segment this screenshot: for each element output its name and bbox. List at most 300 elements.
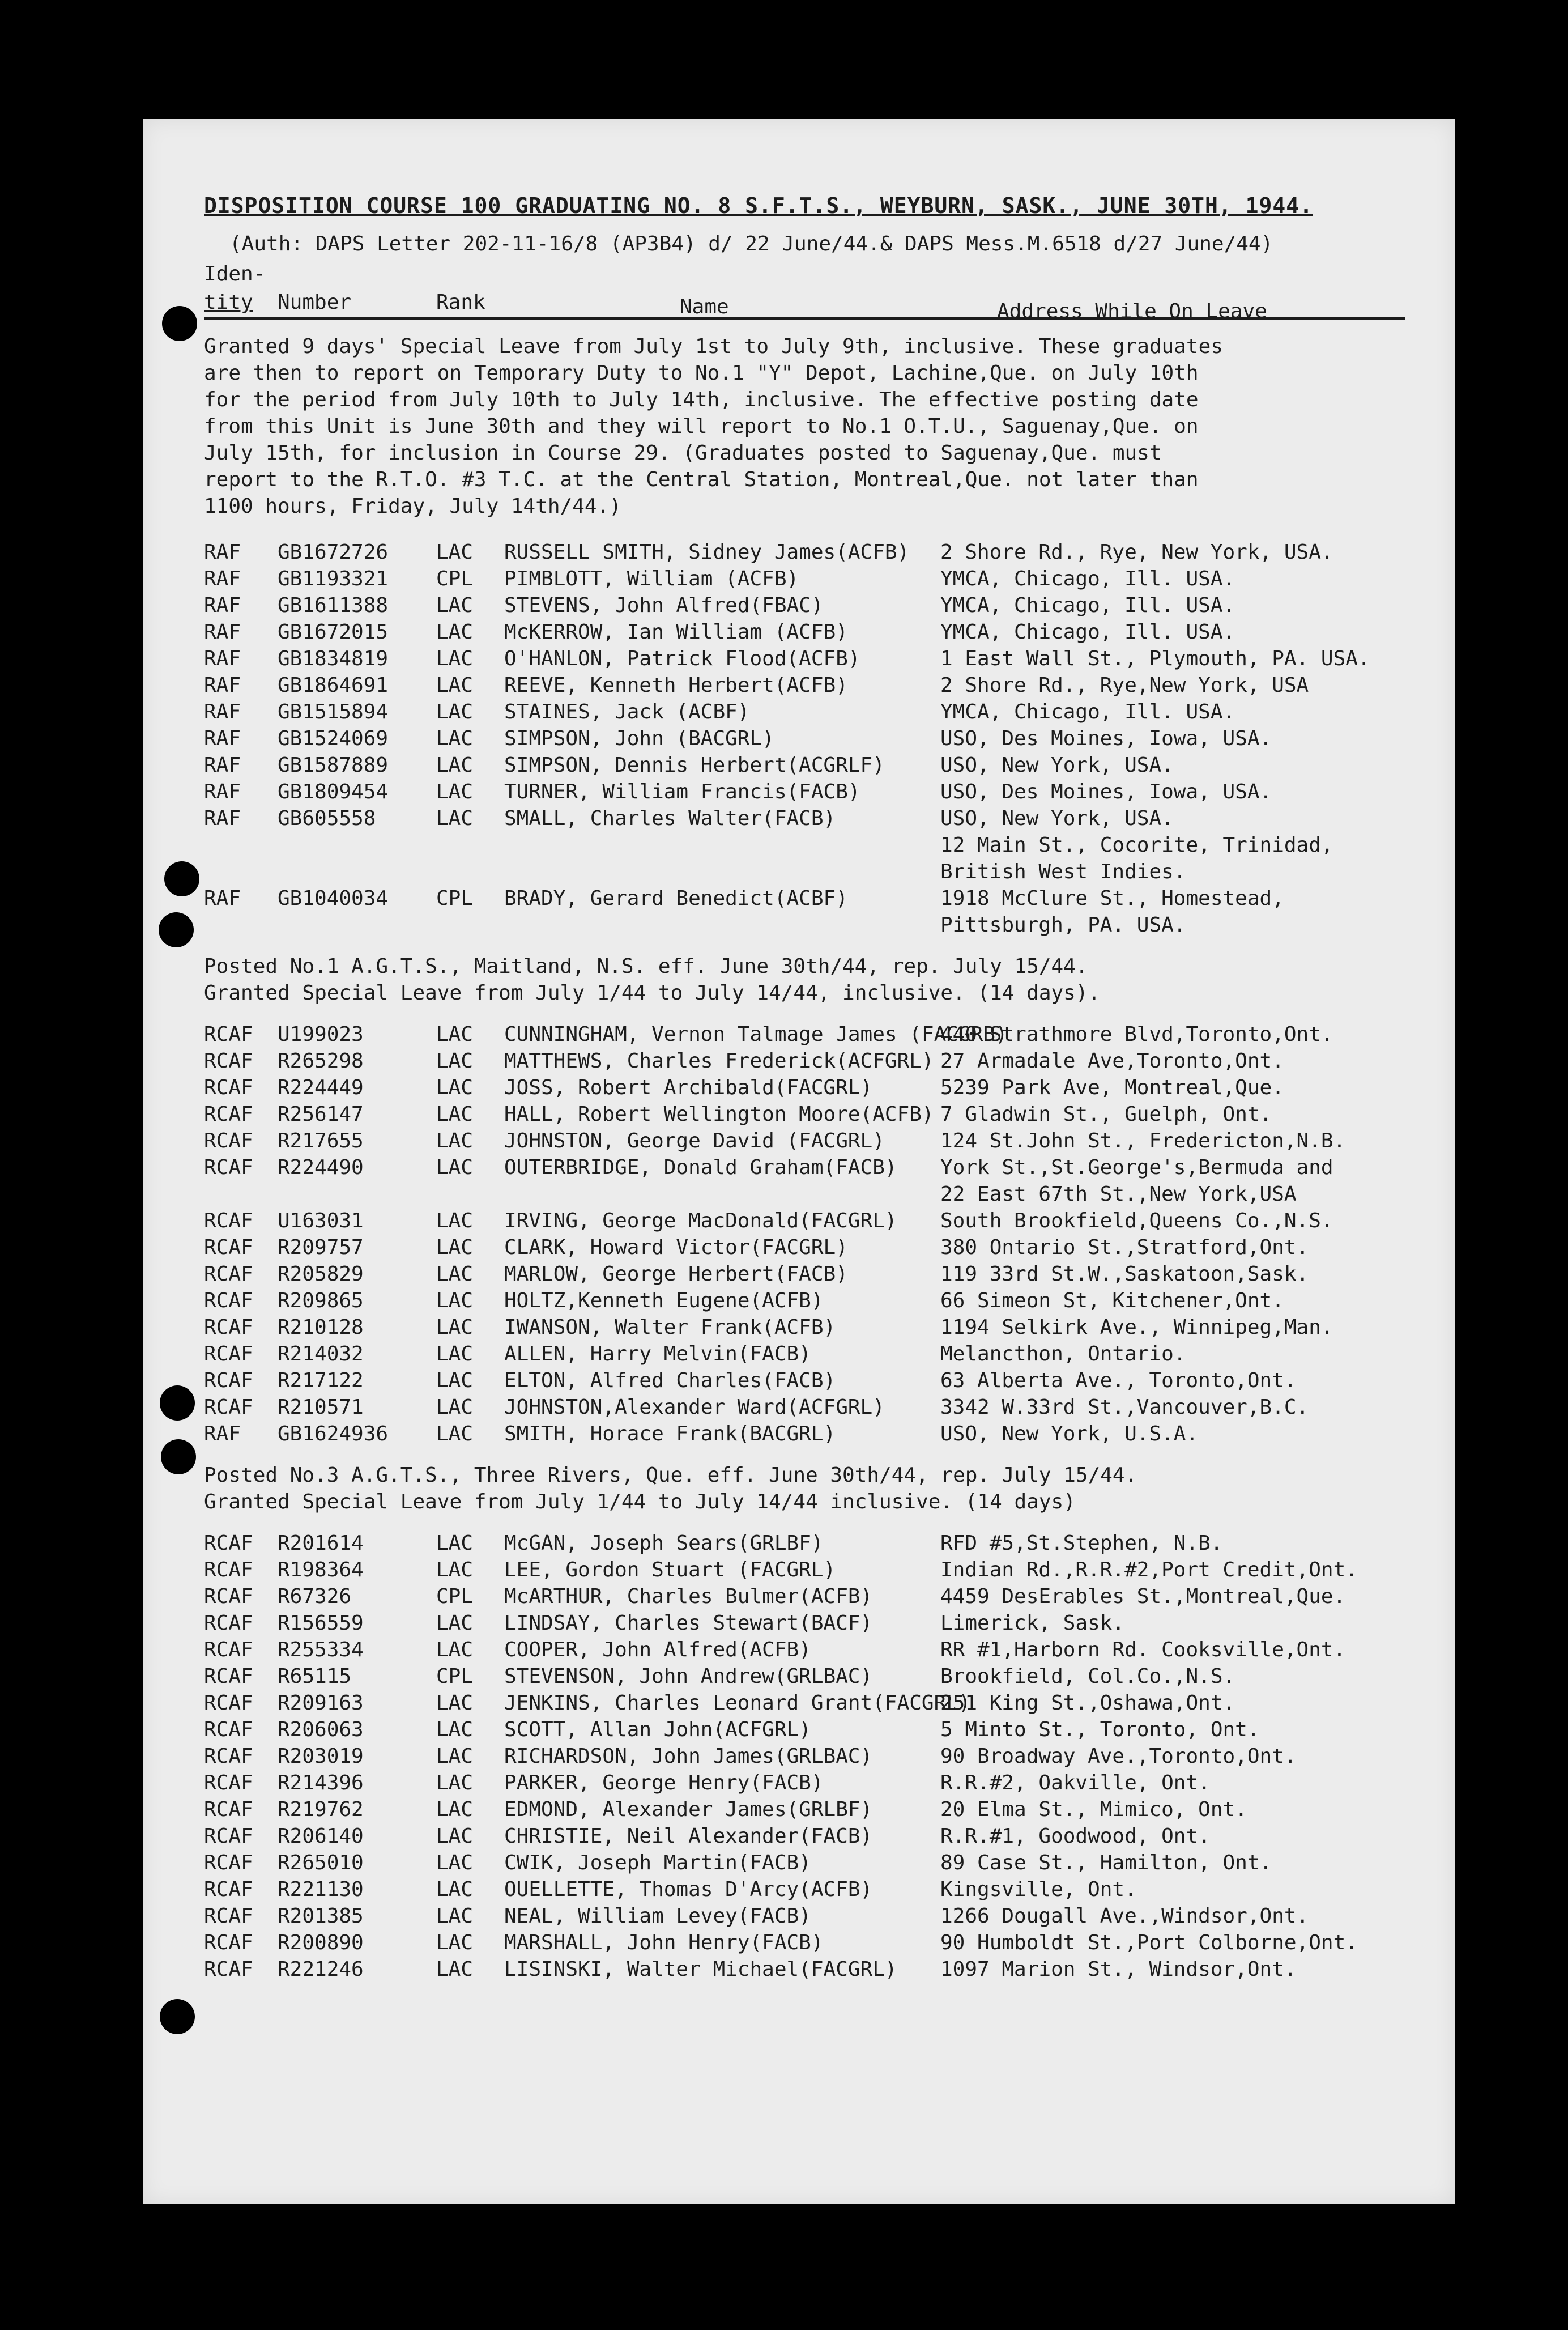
sections-container: [204, 333, 1405, 1983]
personnel-row: [204, 1421, 1405, 1447]
row-name: MATTHEWS, Charles Frederick(ACFGRL): [504, 1049, 934, 1073]
row-address: 1097 Marion St., Windsor,Ont.: [940, 1958, 1297, 1981]
row-name: COOPER, John Alfred(ACFB): [504, 1638, 811, 1661]
row-address: Limerick, Sask.: [940, 1612, 1125, 1635]
row-address: 119 33rd St.W.,Saskatoon,Sask.: [940, 1262, 1309, 1286]
row-rank: LAC: [436, 700, 474, 724]
row-address: 3342 W.33rd St.,Vancouver,B.C.: [940, 1396, 1309, 1419]
row-address: 380 Ontario St.,Stratford,Ont.: [940, 1236, 1309, 1259]
personnel-row: [204, 1876, 1405, 1903]
personnel-row: [204, 1207, 1405, 1234]
row-rank: LAC: [436, 1342, 474, 1366]
row-rank: LAC: [436, 1236, 474, 1259]
row-service: RAF: [204, 700, 241, 724]
row-name: MARLOW, George Herbert(FACB): [504, 1262, 848, 1286]
notice-line: July 15th, for inclusion in Course 29. (Graduates posted to Saguenay,Que. must: [204, 441, 1162, 465]
row-service-number: R198364: [278, 1558, 364, 1581]
row-service-number: R210571: [278, 1396, 364, 1419]
row-rank: LAC: [436, 1369, 474, 1392]
row-name: IRVING, George MacDonald(FACGRL): [504, 1209, 897, 1232]
row-address: York St.,St.George's,Bermuda and: [940, 1156, 1333, 1179]
personnel-row: [204, 1048, 1405, 1074]
personnel-row: [204, 1021, 1405, 1048]
row-address: 5239 Park Ave, Montreal,Que.: [940, 1076, 1284, 1099]
row-service: RCAF: [204, 1262, 253, 1286]
personnel-row: [204, 619, 1405, 645]
row-address: Indian Rd.,R.R.#2,Port Credit,Ont.: [940, 1558, 1358, 1581]
notice-line: for the period from July 10th to July 14th, inclusive. The effective posting date: [204, 388, 1199, 411]
row-service-number: R206140: [278, 1825, 364, 1848]
row-service-number: R209865: [278, 1289, 364, 1312]
row-name: SIMPSON, Dennis Herbert(ACGRLF): [504, 754, 885, 777]
personnel-row: [204, 1663, 1405, 1690]
row-service-number: GB1193321: [278, 567, 389, 590]
row-address: 124 St.John St., Fredericton,N.B.: [940, 1129, 1346, 1153]
row-service: RCAF: [204, 1129, 253, 1153]
row-address-line2: 22 East 67th St.,New York,USA: [940, 1183, 1297, 1206]
personnel-list: [204, 1530, 1405, 1983]
row-service: RAF: [204, 1422, 241, 1445]
authority-line: (Auth: DAPS Letter 202-11-16/8 (AP3B4) d/ 22 June/44.& DAPS Mess.M.6518 d/27 June/44): [229, 232, 1273, 256]
row-rank: LAC: [436, 1931, 474, 1954]
row-rank: LAC: [436, 1904, 474, 1928]
row-service-number: R206063: [278, 1718, 364, 1741]
row-address: RFD #5,St.Stephen, N.B.: [940, 1532, 1223, 1555]
row-service: RAF: [204, 594, 241, 617]
personnel-row: [204, 1234, 1405, 1261]
personnel-row: [204, 1610, 1405, 1636]
row-rank: LAC: [436, 1209, 474, 1232]
row-address: USO, Des Moines, Iowa, USA.: [940, 780, 1272, 803]
personnel-row: [204, 1154, 1405, 1207]
row-service-number: GB1515894: [278, 700, 389, 724]
column-identity-line1: Iden-: [204, 262, 266, 286]
personnel-row: [204, 566, 1405, 592]
row-name: HALL, Robert Wellington Moore(ACFB): [504, 1103, 934, 1126]
personnel-row: [204, 1929, 1405, 1956]
row-service: RAF: [204, 887, 241, 910]
row-address-line2: British West Indies.: [940, 860, 1186, 883]
row-name: SMITH, Horace Frank(BACGRL): [504, 1422, 836, 1445]
row-service-number: GB1672015: [278, 620, 389, 644]
row-service-number: GB1524069: [278, 727, 389, 750]
personnel-row: [204, 1636, 1405, 1663]
row-rank: LAC: [436, 1076, 474, 1099]
row-name: PIMBLOTT, William (ACFB): [504, 567, 799, 590]
row-rank: LAC: [436, 1532, 474, 1555]
row-name: O'HANLON, Patrick Flood(ACFB): [504, 647, 860, 670]
document-title: DISPOSITION COURSE 100 GRADUATING NO. 8 S.F.T.S., WEYBURN, SASK., JUNE 30TH, 1944.: [204, 193, 1313, 218]
row-name: CUNNINGHAM, Vernon Talmage James (FACGRB): [504, 1023, 1008, 1046]
row-name: IWANSON, Walter Frank(ACFB): [504, 1316, 836, 1339]
row-service: RCAF: [204, 1049, 253, 1073]
row-rank: LAC: [436, 674, 474, 697]
personnel-row: [204, 1394, 1405, 1421]
row-name: OUTERBRIDGE, Donald Graham(FACB): [504, 1156, 897, 1179]
row-service-number: GB1809454: [278, 780, 389, 803]
document-page: [143, 119, 1455, 2204]
row-rank: LAC: [436, 1851, 474, 1874]
personnel-row: [204, 725, 1405, 752]
row-name: JENKINS, Charles Leonard Grant(FACGRL): [504, 1691, 971, 1715]
notice-line: are then to report on Temporary Duty to No.1 "Y" Depot, Lachine,Que. on July 10th: [204, 362, 1199, 385]
row-address: YMCA, Chicago, Ill. USA.: [940, 594, 1235, 617]
row-address: 89 Case St., Hamilton, Ont.: [940, 1851, 1272, 1874]
row-service-number: R156559: [278, 1612, 364, 1635]
row-rank: LAC: [436, 1691, 474, 1715]
row-service: RCAF: [204, 1771, 253, 1795]
column-header: [204, 261, 1405, 323]
personnel-row: [204, 1716, 1405, 1743]
column-identity-line2: tity: [204, 291, 253, 314]
row-name: McARTHUR, Charles Bulmer(ACFB): [504, 1585, 873, 1608]
row-name: STEVENSON, John Andrew(GRLBAC): [504, 1665, 873, 1688]
row-service: RAF: [204, 807, 241, 830]
row-rank: LAC: [436, 754, 474, 777]
row-service: RCAF: [204, 1558, 253, 1581]
row-name: OUELLETTE, Thomas D'Arcy(ACFB): [504, 1878, 873, 1901]
personnel-row: [204, 1849, 1405, 1876]
row-service-number: GB1672726: [278, 541, 389, 564]
row-name: SMALL, Charles Walter(FACB): [504, 807, 836, 830]
personnel-list: [204, 1021, 1405, 1447]
personnel-row: [204, 539, 1405, 566]
row-name: PARKER, George Henry(FACB): [504, 1771, 824, 1795]
row-service: RCAF: [204, 1103, 253, 1126]
row-rank: CPL: [436, 1665, 474, 1688]
row-name: LEE, Gordon Stuart (FACGRL): [504, 1558, 836, 1581]
row-name: TURNER, William Francis(FACB): [504, 780, 860, 803]
row-name: CWIK, Joseph Martin(FACB): [504, 1851, 811, 1874]
punch-hole: [162, 306, 197, 341]
personnel-row: [204, 592, 1405, 619]
row-address: 7 Gladwin St., Guelph, Ont.: [940, 1103, 1272, 1126]
row-address: 1194 Selkirk Ave., Winnipeg,Man.: [940, 1316, 1333, 1339]
row-address: USO, New York, USA.: [940, 807, 1174, 830]
row-rank: CPL: [436, 567, 474, 590]
personnel-row: [204, 672, 1405, 699]
personnel-row: [204, 832, 1405, 885]
row-service: RCAF: [204, 1156, 253, 1179]
row-address: R.R.#2, Oakville, Ont.: [940, 1771, 1211, 1795]
row-name: CHRISTIE, Neil Alexander(FACB): [504, 1825, 873, 1848]
row-name: LISINSKI, Walter Michael(FACGRL): [504, 1958, 897, 1981]
row-address-line2: Pittsburgh, PA. USA.: [940, 913, 1186, 937]
row-rank: CPL: [436, 887, 474, 910]
row-service-number: R201385: [278, 1904, 364, 1928]
row-name: REEVE, Kenneth Herbert(ACFB): [504, 674, 848, 697]
row-service-number: R209163: [278, 1691, 364, 1715]
row-service-number: R221130: [278, 1878, 364, 1901]
row-service-number: GB1834819: [278, 647, 389, 670]
personnel-row: [204, 805, 1405, 832]
personnel-row: [204, 885, 1405, 938]
row-name: JOHNSTON,Alexander Ward(ACFGRL): [504, 1396, 885, 1419]
personnel-row: [204, 1261, 1405, 1287]
row-rank: LAC: [436, 780, 474, 803]
row-rank: LAC: [436, 1049, 474, 1073]
personnel-row: [204, 1770, 1405, 1796]
row-address: USO, New York, USA.: [940, 754, 1174, 777]
row-rank: LAC: [436, 1771, 474, 1795]
row-rank: LAC: [436, 1129, 474, 1153]
row-rank: LAC: [436, 1612, 474, 1635]
row-address: 63 Alberta Ave., Toronto,Ont.: [940, 1369, 1297, 1392]
column-rank: Rank: [436, 291, 485, 314]
row-service-number: R214396: [278, 1771, 364, 1795]
row-address: 2 Shore Rd., Rye,New York, USA: [940, 674, 1309, 697]
row-name: HOLTZ,Kenneth Eugene(ACFB): [504, 1289, 824, 1312]
row-service: RCAF: [204, 1396, 253, 1419]
row-service-number: GB1587889: [278, 754, 389, 777]
personnel-row: [204, 1557, 1405, 1583]
row-rank: LAC: [436, 1156, 474, 1179]
row-rank: LAC: [436, 1289, 474, 1312]
row-service: RCAF: [204, 1316, 253, 1339]
row-service-number: GB605558: [278, 807, 376, 830]
row-service: RCAF: [204, 1585, 253, 1608]
row-rank: LAC: [436, 1396, 474, 1419]
row-service: RAF: [204, 674, 241, 697]
punch-hole: [160, 1999, 195, 2034]
row-service-number: R67326: [278, 1585, 352, 1608]
row-name: RUSSELL SMITH, Sidney James(ACFB): [504, 541, 910, 564]
row-rank: LAC: [436, 1422, 474, 1445]
notice-line: report to the R.T.O. #3 T.C. at the Central Station, Montreal,Que. not later than: [204, 468, 1199, 491]
row-rank: LAC: [436, 1878, 474, 1901]
row-service: RAF: [204, 647, 241, 670]
row-rank: CPL: [436, 1585, 474, 1608]
punch-hole: [159, 912, 194, 947]
punch-hole: [164, 861, 199, 896]
document-content: [204, 193, 1405, 1983]
row-address: 27 Armadale Ave,Toronto,Ont.: [940, 1049, 1284, 1073]
row-address: R.R.#1, Goodwood, Ont.: [940, 1825, 1211, 1848]
row-service-number: U199023: [278, 1023, 364, 1046]
row-address: 20 Elma St., Mimico, Ont.: [940, 1798, 1247, 1821]
column-number: Number: [278, 291, 352, 314]
row-rank: LAC: [436, 807, 474, 830]
row-address: 1266 Dougall Ave.,Windsor,Ont.: [940, 1904, 1309, 1928]
row-rank: LAC: [436, 1023, 474, 1046]
row-name: ALLEN, Harry Melvin(FACB): [504, 1342, 811, 1366]
row-service: RAF: [204, 754, 241, 777]
row-address: Brookfield, Col.Co.,N.S.: [940, 1665, 1235, 1688]
row-service: RCAF: [204, 1718, 253, 1741]
row-name: ELTON, Alfred Charles(FACB): [504, 1369, 836, 1392]
row-address: 251 King St.,Oshawa,Ont.: [940, 1691, 1235, 1715]
row-service: RCAF: [204, 1023, 253, 1046]
row-rank: LAC: [436, 1745, 474, 1768]
personnel-row: [204, 752, 1405, 779]
row-service-number: R224490: [278, 1156, 364, 1179]
personnel-row: [204, 1956, 1405, 1983]
row-service: RCAF: [204, 1612, 253, 1635]
notice-line: Granted Special Leave from July 1/44 to July 14/44, inclusive. (14 days).: [204, 981, 1101, 1005]
row-name: McGAN, Joseph Sears(GRLBF): [504, 1532, 824, 1555]
row-service-number: R200890: [278, 1931, 364, 1954]
row-service: RCAF: [204, 1798, 253, 1821]
row-address: 90 Broadway Ave.,Toronto,Ont.: [940, 1745, 1297, 1768]
personnel-row: [204, 1367, 1405, 1394]
notice-line: Granted Special Leave from July 1/44 to July 14/44 inclusive. (14 days): [204, 1490, 1076, 1513]
column-address: Address While On Leave: [997, 300, 1267, 323]
row-service-number: R214032: [278, 1342, 364, 1366]
row-service: RCAF: [204, 1369, 253, 1392]
row-service-number: R265010: [278, 1851, 364, 1874]
row-service-number: R209757: [278, 1236, 364, 1259]
row-name: NEAL, William Levey(FACB): [504, 1904, 811, 1928]
row-name: RICHARDSON, John James(GRLBAC): [504, 1745, 873, 1768]
row-service-number: R255334: [278, 1638, 364, 1661]
row-service: RCAF: [204, 1825, 253, 1848]
personnel-row: [204, 1690, 1405, 1716]
row-service: RCAF: [204, 1878, 253, 1901]
row-service-number: GB1864691: [278, 674, 389, 697]
personnel-row: [204, 1314, 1405, 1341]
row-address: 5 Minto St., Toronto, Ont.: [940, 1718, 1260, 1741]
row-service-number: GB1040034: [278, 887, 389, 910]
row-address: 440 Strathmore Blvd,Toronto,Ont.: [940, 1023, 1333, 1046]
row-rank: LAC: [436, 1262, 474, 1286]
row-address: USO, Des Moines, Iowa, USA.: [940, 727, 1272, 750]
row-address: South Brookfield,Queens Co.,N.S.: [940, 1209, 1333, 1232]
row-address: Kingsville, Ont.: [940, 1878, 1137, 1901]
row-rank: LAC: [436, 727, 474, 750]
personnel-row: [204, 1743, 1405, 1770]
row-service-number: R221246: [278, 1958, 364, 1981]
row-name: STEVENS, John Alfred(FBAC): [504, 594, 824, 617]
row-rank: LAC: [436, 1825, 474, 1848]
notice-line: Posted No.1 A.G.T.S., Maitland, N.S. eff. June 30th/44, rep. July 15/44.: [204, 955, 1088, 978]
row-service: RCAF: [204, 1904, 253, 1928]
row-rank: LAC: [436, 1798, 474, 1821]
row-address: YMCA, Chicago, Ill. USA.: [940, 567, 1235, 590]
row-name: LINDSAY, Charles Stewart(BACF): [504, 1612, 873, 1635]
row-address: YMCA, Chicago, Ill. USA.: [940, 700, 1235, 724]
row-name: BRADY, Gerard Benedict(ACBF): [504, 887, 848, 910]
row-rank: LAC: [436, 1558, 474, 1581]
row-rank: LAC: [436, 1958, 474, 1981]
row-service-number: R65115: [278, 1665, 352, 1688]
row-rank: LAC: [436, 647, 474, 670]
row-address: RR #1,Harborn Rd. Cooksville,Ont.: [940, 1638, 1346, 1661]
row-name: JOSS, Robert Archibald(FACGRL): [504, 1076, 873, 1099]
column-name: Name: [680, 295, 729, 318]
row-rank: LAC: [436, 620, 474, 644]
row-address: 1918 McClure St., Homestead,: [940, 887, 1284, 910]
row-service: RCAF: [204, 1342, 253, 1366]
personnel-row: [204, 1341, 1405, 1367]
row-address: YMCA, Chicago, Ill. USA.: [940, 620, 1235, 644]
row-service-number: R265298: [278, 1049, 364, 1073]
row-service: RCAF: [204, 1532, 253, 1555]
row-service: RCAF: [204, 1851, 253, 1874]
row-service: RCAF: [204, 1665, 253, 1688]
row-address: 4459 DesErables St.,Montreal,Que.: [940, 1585, 1346, 1608]
row-service: RAF: [204, 727, 241, 750]
row-service-number: R203019: [278, 1745, 364, 1768]
personnel-row: [204, 1903, 1405, 1929]
row-service: RCAF: [204, 1958, 253, 1981]
punch-hole: [160, 1385, 195, 1421]
row-service: RCAF: [204, 1289, 253, 1312]
section-notice: [204, 333, 1405, 520]
row-address: 66 Simeon St, Kitchener,Ont.: [940, 1289, 1284, 1312]
notice-line: 1100 hours, Friday, July 14th/44.): [204, 495, 621, 518]
personnel-row: [204, 1287, 1405, 1314]
personnel-row: [204, 1583, 1405, 1610]
row-address: Melancthon, Ontario.: [940, 1342, 1186, 1366]
row-service: RAF: [204, 780, 241, 803]
personnel-row: [204, 1101, 1405, 1128]
notice-line: Posted No.3 A.G.T.S., Three Rivers, Que. eff. June 30th/44, rep. July 15/44.: [204, 1464, 1137, 1487]
section-notice: [204, 1462, 1405, 1515]
personnel-row: [204, 779, 1405, 805]
personnel-row: [204, 1128, 1405, 1154]
row-service-number: R217655: [278, 1129, 364, 1153]
row-service-number: R210128: [278, 1316, 364, 1339]
row-rank: LAC: [436, 1718, 474, 1741]
personnel-list: [204, 539, 1405, 938]
row-rank: LAC: [436, 1638, 474, 1661]
row-rank: LAC: [436, 594, 474, 617]
row-address: 12 Main St., Cocorite, Trinidad,: [940, 834, 1333, 857]
row-service-number: R205829: [278, 1262, 364, 1286]
row-service: RCAF: [204, 1745, 253, 1768]
row-name: SCOTT, Allan John(ACFGRL): [504, 1718, 811, 1741]
row-service: RAF: [204, 620, 241, 644]
row-rank: LAC: [436, 1316, 474, 1339]
personnel-row: [204, 1796, 1405, 1823]
row-name: McKERROW, Ian William (ACFB): [504, 620, 848, 644]
row-service: RCAF: [204, 1209, 253, 1232]
row-service: RCAF: [204, 1236, 253, 1259]
row-rank: LAC: [436, 1103, 474, 1126]
row-service: RCAF: [204, 1638, 253, 1661]
personnel-row: [204, 699, 1405, 725]
row-service: RCAF: [204, 1076, 253, 1099]
row-name: MARSHALL, John Henry(FACB): [504, 1931, 824, 1954]
punch-hole: [161, 1439, 196, 1474]
row-service: RCAF: [204, 1691, 253, 1715]
row-address: 1 East Wall St., Plymouth, PA. USA.: [940, 647, 1370, 670]
row-name: STAINES, Jack (ACBF): [504, 700, 750, 724]
row-rank: LAC: [436, 541, 474, 564]
row-service: RCAF: [204, 1931, 253, 1954]
notice-line: Granted 9 days' Special Leave from July 1st to July 9th, inclusive. These graduates: [204, 335, 1223, 358]
row-service-number: R217122: [278, 1369, 364, 1392]
notice-line: from this Unit is June 30th and they will report to No.1 O.T.U., Saguenay,Que. on: [204, 415, 1199, 438]
row-service-number: GB1611388: [278, 594, 389, 617]
row-service-number: R219762: [278, 1798, 364, 1821]
row-service: RAF: [204, 567, 241, 590]
row-service: RAF: [204, 541, 241, 564]
row-name: CLARK, Howard Victor(FACGRL): [504, 1236, 848, 1259]
row-service-number: GB1624936: [278, 1422, 389, 1445]
personnel-row: [204, 1074, 1405, 1101]
row-name: JOHNSTON, George David (FACGRL): [504, 1129, 885, 1153]
row-service-number: R201614: [278, 1532, 364, 1555]
row-name: EDMOND, Alexander James(GRLBF): [504, 1798, 873, 1821]
row-service-number: U163031: [278, 1209, 364, 1232]
personnel-row: [204, 645, 1405, 672]
row-address: 2 Shore Rd., Rye, New York, USA.: [940, 541, 1333, 564]
row-address: 90 Humboldt St.,Port Colborne,Ont.: [940, 1931, 1358, 1954]
row-service-number: R256147: [278, 1103, 364, 1126]
row-address: USO, New York, U.S.A.: [940, 1422, 1199, 1445]
row-service-number: R224449: [278, 1076, 364, 1099]
